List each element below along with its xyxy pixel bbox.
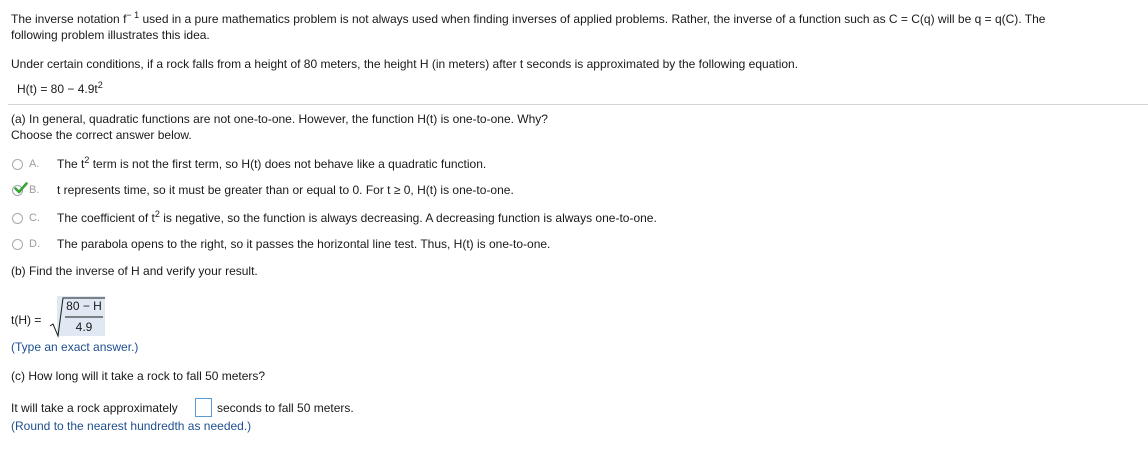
choice-text: The $t^2$ term is not the first term, so H(t) does not behave like a quadratic function. <box>57 155 487 171</box>
checkmark-icon <box>14 181 28 195</box>
part-b-question: (b) Find the inverse of H and verify your result. <box>11 264 258 278</box>
radio-button[interactable] <box>12 213 23 224</box>
radio-button[interactable] <box>12 159 23 170</box>
choice-c[interactable] <box>12 209 657 227</box>
fraction-denominator: 4.9 <box>75 320 93 334</box>
choice-letter: C. <box>29 212 40 224</box>
answer-prefix: It will take a rock approximately <box>11 401 178 415</box>
part-a-question: (a) In general, quadratic functions are not one-to-one. However, the function H(t) is one-to-one. Why? <box>11 112 548 126</box>
fall-time-answer-input[interactable] <box>195 398 212 417</box>
fraction-numerator: 80 − H <box>66 299 102 313</box>
choice-text: The coefficient of $t^2$ is negative, so the function is always decreasing. A decreasing function is always one-to-one. <box>57 209 657 225</box>
part-a-instruction: Choose the correct answer below. <box>11 128 192 142</box>
intro-line-2: following problem illustrates this idea. <box>11 28 210 42</box>
choice-b[interactable] <box>12 181 514 199</box>
choice-text: The parabola opens to the right, so it passes the horizontal line test. Thus, H(t) is one-to-one. <box>57 237 551 251</box>
radio-button-selected[interactable] <box>12 185 23 196</box>
height-equation: $H(t) = 80 - 4.9t^2$ <box>17 80 103 96</box>
answer-suffix: seconds to fall 50 meters. <box>217 401 354 415</box>
choice-text: t represents time, so it must be greater than or equal to 0. For t ≥ 0, H(t) is one-to-one. <box>57 183 514 197</box>
radio-button[interactable] <box>12 239 23 250</box>
part-c-question: (c) How long will it take a rock to fall 50 meters? <box>11 369 266 383</box>
part-b-hint: (Type an exact answer.) <box>11 340 139 354</box>
choice-d[interactable] <box>12 235 550 253</box>
choice-a[interactable] <box>12 155 486 173</box>
inverse-function-lhs: t(H) = <box>11 313 42 327</box>
part-c-hint: (Round to the nearest hundredth as needed.) <box>11 419 252 433</box>
choice-letter: A. <box>29 158 40 170</box>
choice-letter: B. <box>29 184 40 196</box>
section-divider <box>8 104 1148 105</box>
intro-line-1: The inverse notation $f^{- 1}$ used in a pure mathematics problem is not always used when finding inverses of applied problems. Rather, the inverse of a function such as C = C(q) will be q = q(C). The <box>11 10 1046 26</box>
intro-problem-statement: Under certain conditions, if a rock falls from a height of 80 meters, the height H (in meters) after t seconds is approximated by the following equation. <box>11 57 799 71</box>
choice-letter: D. <box>29 238 40 250</box>
